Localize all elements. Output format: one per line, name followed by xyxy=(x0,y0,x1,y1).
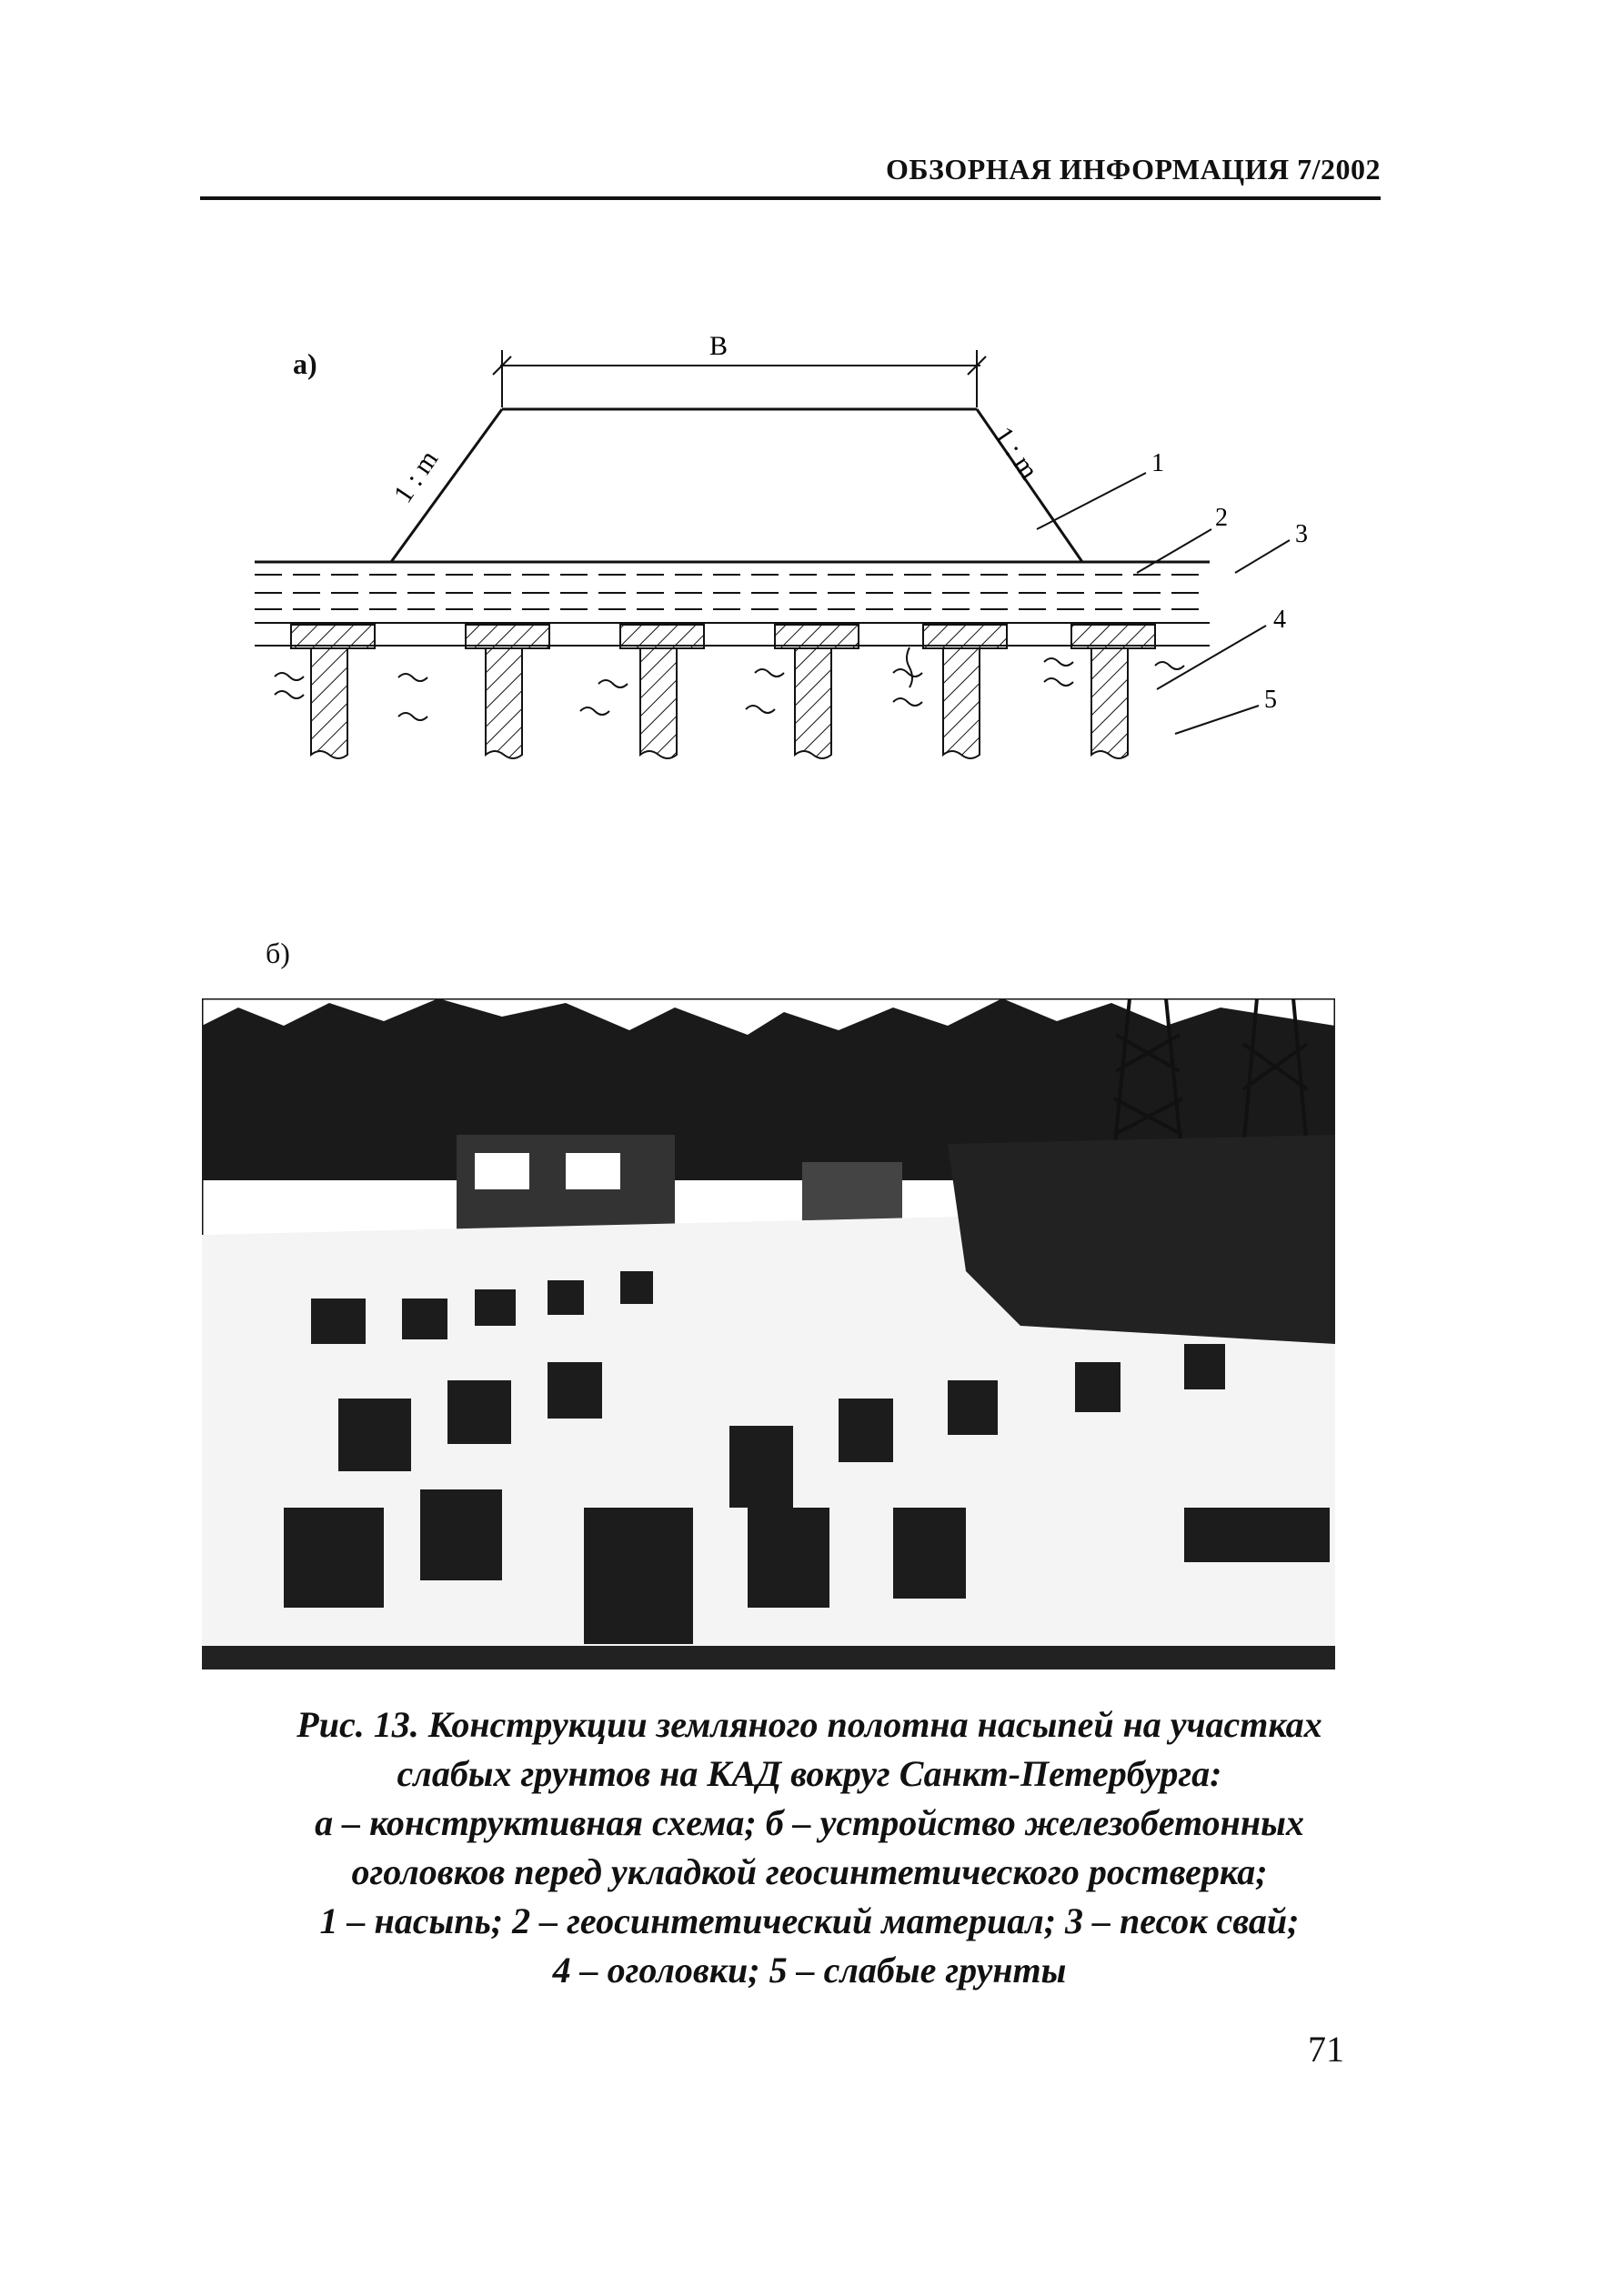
callout-5: 5 xyxy=(1264,686,1277,714)
photo-pile-cap xyxy=(420,1489,502,1580)
photo-pile-cap xyxy=(447,1380,511,1444)
caption-line: а – конструктивная схема; б – устройство железобетонных xyxy=(315,1802,1304,1843)
callout-3: 3 xyxy=(1295,520,1308,548)
pile-cap xyxy=(775,625,859,648)
photo-pile-cap xyxy=(284,1508,384,1608)
photo-pile-cap xyxy=(338,1399,411,1471)
photo-pile-cap xyxy=(948,1380,998,1435)
caption-line: 1 – насыпь; 2 – геосинтетический материал; 3 – песок свай; xyxy=(319,1900,1300,1941)
caption-line: Рис. 13. Конструкции земляного полотна насыпей на участках xyxy=(296,1704,1322,1745)
photo-pile-cap xyxy=(1184,1508,1330,1562)
pile-cap xyxy=(291,625,375,648)
pile-cap xyxy=(620,625,704,648)
photo-pile-cap xyxy=(584,1508,693,1644)
pile xyxy=(1091,648,1128,758)
pile xyxy=(311,648,347,758)
pile xyxy=(486,648,522,758)
photo-pile-cap xyxy=(548,1362,602,1419)
photo-pile-cap xyxy=(548,1280,584,1315)
pile xyxy=(640,648,677,758)
dimension-line xyxy=(493,350,986,407)
pile-cap xyxy=(1071,625,1155,648)
soft-soil-marks xyxy=(275,647,1184,720)
callout-leaders xyxy=(1037,473,1290,734)
callout-1: 1 xyxy=(1151,449,1164,477)
construction-site-photo xyxy=(202,998,1335,1669)
running-header xyxy=(200,153,1381,200)
callout-4: 4 xyxy=(1273,606,1286,634)
embankment xyxy=(391,409,1082,562)
photo-pile-cap xyxy=(748,1508,829,1608)
photo-pile-cap xyxy=(475,1289,516,1326)
dimension-label: В xyxy=(709,331,729,361)
header-title: ОБЗОРНАЯ ИНФОРМАЦИЯ 7/2002 xyxy=(885,153,1381,185)
slope-label-right: 1 : m xyxy=(988,421,1045,486)
pile xyxy=(943,648,980,758)
photo-pile-cap xyxy=(839,1399,893,1462)
piles xyxy=(311,648,1128,758)
slope-label-left: 1 : m xyxy=(387,445,445,508)
page-number: 71 xyxy=(1308,2029,1344,2070)
photo-pile-cap xyxy=(402,1298,447,1339)
photo-pile-cap xyxy=(729,1426,793,1508)
soil-layers xyxy=(255,562,1210,646)
figure-a-label: а) xyxy=(293,347,317,380)
photo-pile-cap xyxy=(1075,1362,1121,1412)
pile-cap xyxy=(466,625,549,648)
photo-pile-cap xyxy=(620,1271,653,1304)
photo-pile-cap xyxy=(311,1298,366,1344)
caption-line: оголовков перед укладкой геосинтетического ростверка; xyxy=(351,1851,1268,1892)
figure-b-label: б) xyxy=(266,937,290,969)
pile-cap xyxy=(923,625,1007,648)
pile xyxy=(795,648,831,758)
caption-line: 4 – оголовки; 5 – слабые грунты xyxy=(552,1950,1067,1990)
caption-line: слабых грунтов на КАД вокруг Санкт-Петербурга: xyxy=(397,1753,1222,1794)
photo-pile-cap xyxy=(1184,1344,1225,1389)
photo-pile-cap xyxy=(893,1508,966,1599)
embankment-diagram xyxy=(236,327,1328,782)
callout-2: 2 xyxy=(1215,504,1228,532)
figure-caption xyxy=(146,1700,1473,1995)
